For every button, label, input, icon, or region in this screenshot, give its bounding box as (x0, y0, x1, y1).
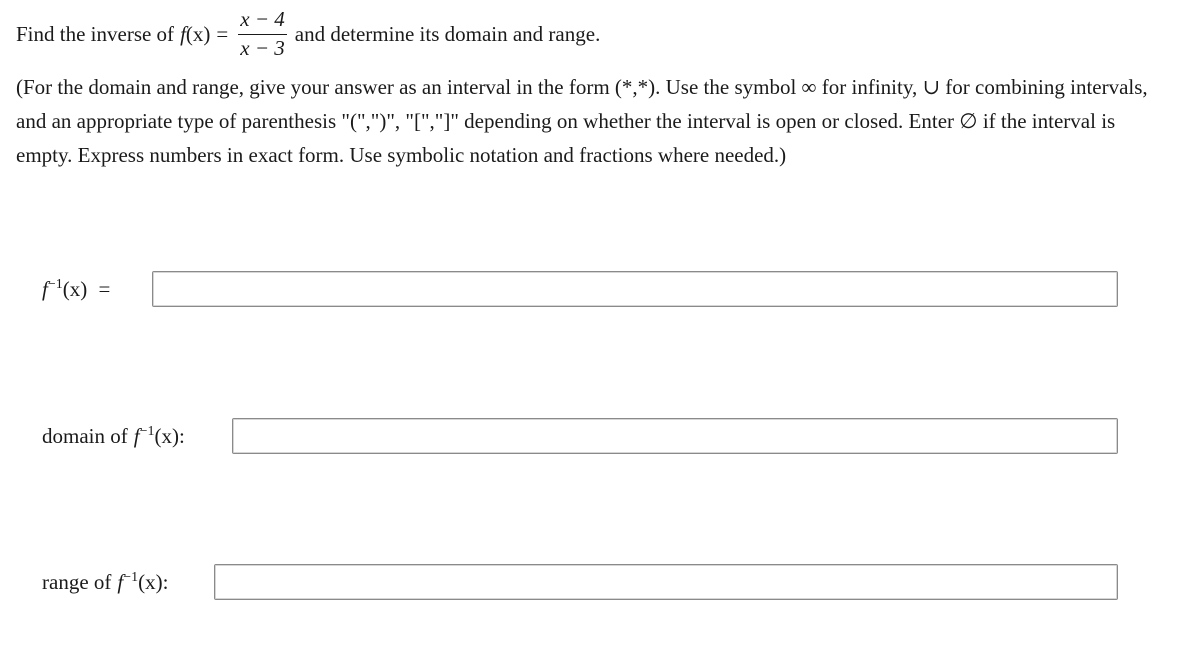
range-row (42, 563, 168, 601)
range-label: range of $f^{-1}(x)$: (42, 569, 169, 594)
fraction-numerator: x − 4 (240, 7, 285, 31)
answer-instructions: (For the domain and range, give your answer as an interval in the form (*,*). Use the symbol ∞ for infinity, ∪ for combining intervals, and an appropriate type of parenthesis "(",")", "[","]" depending on whether the interval is open or closed. Enter ∅ if the interval is empty. Express numbers in exact form. Use symbolic notation and fractions where needed.) (16, 75, 1148, 167)
domain-input[interactable] (232, 418, 1118, 454)
domain-label: domain of $f^{-1}(x)$: (42, 423, 185, 448)
fraction-bar (238, 34, 287, 35)
domain-row (42, 417, 185, 455)
question-statement (16, 6, 600, 62)
inverse-row (42, 270, 110, 308)
range-input[interactable] (214, 564, 1118, 600)
question-suffix: and determine its domain and range. (294, 21, 601, 46)
fraction-denominator: x − 3 (240, 36, 285, 60)
inverse-label: $f^{-1}(x)$ = (42, 276, 111, 301)
function-argument: (x) (185, 21, 211, 46)
function-name: f (180, 21, 186, 46)
equals-sign: = (216, 21, 229, 46)
function-fraction (238, 9, 287, 59)
inverse-input[interactable] (152, 271, 1118, 307)
question-prefix: Find the inverse of (16, 21, 175, 46)
